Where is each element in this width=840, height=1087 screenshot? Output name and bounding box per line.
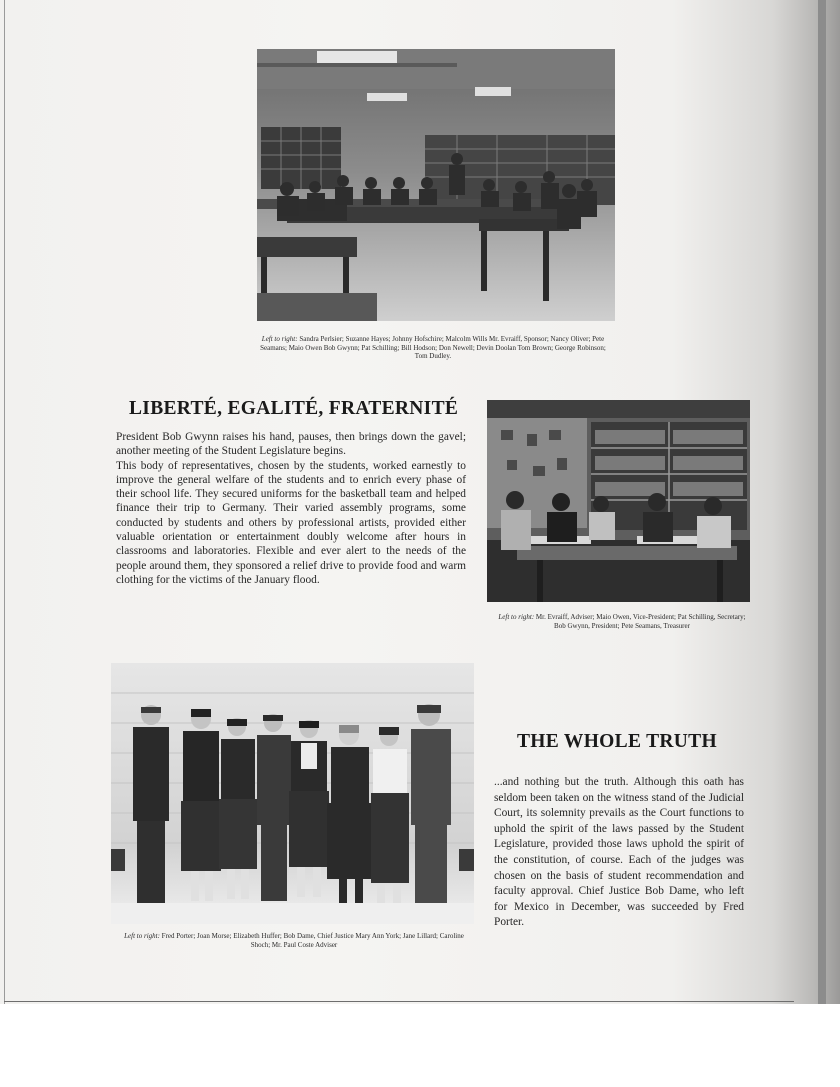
legislature-officers-photo	[487, 400, 750, 602]
photo3-caption-lead: Left to right:	[124, 932, 160, 940]
legislature-heading: LIBERTÉ, EGALITÉ, FRATERNITÉ	[129, 398, 459, 419]
photo2-caption-lead: Left to right:	[498, 613, 535, 621]
legislature-paragraph-1: President Bob Gwynn raises his hand, pauses, then brings down the gavel; another meeting of the Student Legislature begins.	[116, 431, 466, 458]
photo1-caption	[258, 335, 608, 361]
legislature-body	[116, 430, 466, 587]
judicial-court-body	[494, 775, 744, 931]
judicial-court-paragraph: ...and nothing but the truth. Although this oath has seldom been taken on the witness stand of the Judicial Court, its solemnity prevails as the Court functions to uphold the spirit of the laws passed by the Student Legislature, provided those laws uphold the spirit of the constitution, of course. Each of the judges was chosen on the basis of student recommendation and faculty approval. Chief Justice Bob Dame, who left for Mexico in December, was succeeded by Fred Porter.	[494, 776, 744, 929]
photo1-caption-text: Sandra Perlsier; Suzanne Hayes; Johnny Hofschire; Malcolm Wills Mr. Evraiff, Sponsor; Nancy Oliver; Pete Seamans; Maio Owen Bob Gwynn; Pat Schilling; Bill Hodson; Don Newell; Devin Doolan Tom Brown; George Robinson; Tom Dudley.	[260, 335, 606, 361]
photo3-caption	[116, 932, 472, 949]
page-edge-bottom	[4, 1001, 794, 1002]
judicial-court-heading: THE WHOLE TRUTH	[517, 731, 717, 752]
judicial-court-photo	[111, 663, 474, 924]
binding-shadow	[818, 0, 826, 1004]
photo1-caption-lead: Left to right:	[261, 335, 298, 343]
photo2-caption-text: Mr. Evraiff, Adviser; Maio Owen, Vice-President; Pat Schilling, Secretary; Bob Gwynn, President; Pete Seamans, Treasurer	[535, 613, 746, 630]
legislature-meeting-photo	[257, 49, 615, 321]
legislature-paragraph-2: This body of representatives, chosen by the students, worked earnestly to improve the general welfare of the students and to enrich every phase of their school life. They secured uniforms for the basketball team and helped finance their trip to Germany. Their varied assembly programs, some conducted by students and others by professional artists, provided either valuable orientation or entertainment doubly welcome after hours in classrooms and laboratories. Flexible and ever alert to the needs of the people around them, they sponsored a relief drive to provide food and warm clothing for the victims of the January flood.	[116, 459, 466, 586]
photo3-caption-text: Fred Porter; Joan Morse; Elizabeth Huffer; Bob Dame, Chief Justice Mary Ann York; Jane Lillard; Caroline Shoch; Mr. Paul Coste Adviser	[161, 932, 464, 949]
photo2-caption	[496, 613, 748, 630]
page-edge-left	[4, 0, 5, 1004]
